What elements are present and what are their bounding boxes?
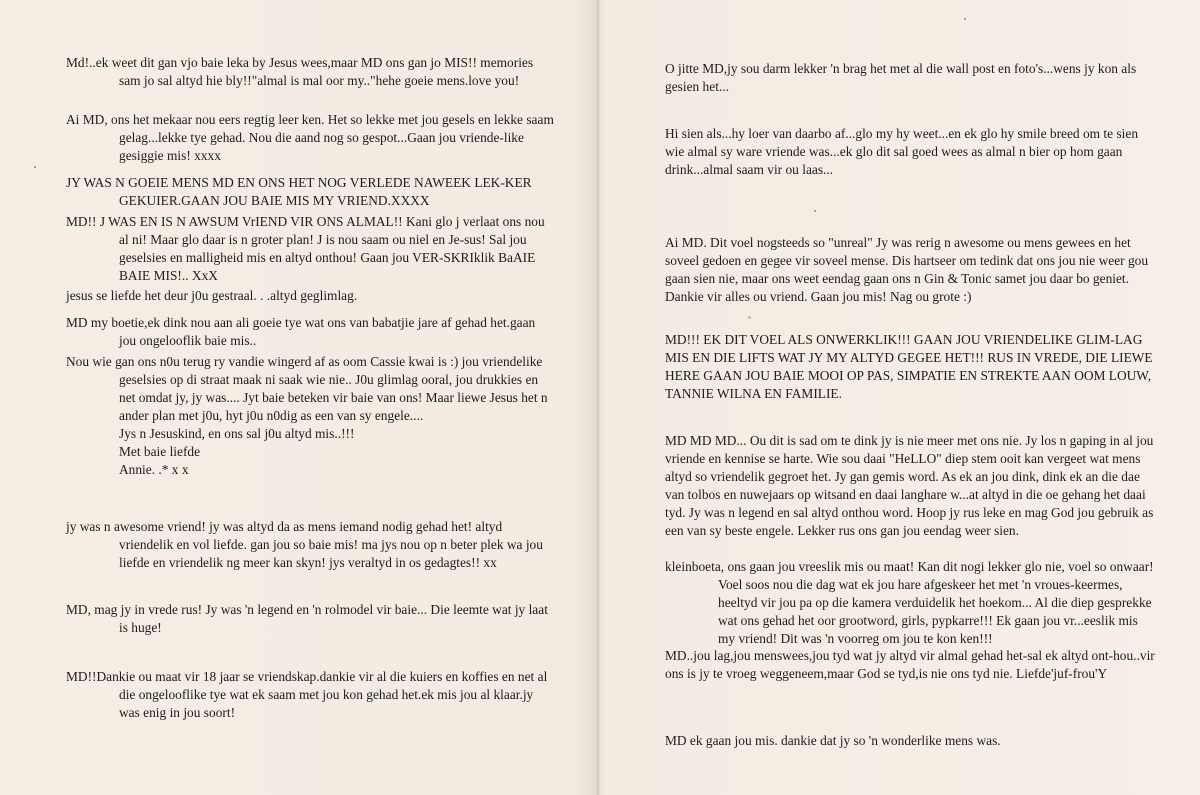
condolence-message: Ai MD. Dit voel nogsteeds so "unreal" Jy was rerig n awesome ou mens gewees en het soveel gedoen en gegee vir soveel mense. Dis hartseer om tedink dat ons jou nie weer gou gaan sien nie, maar ons weet eendag gaan ons n Gin & Tonic samet jou daar bo geniet. Dankie vir alles ou vriend. Gaan jou mis! Nag ou grote :) bbox=[665, 235, 1149, 304]
condolence-message: Md!..ek weet dit gan vjo baie leka by Jesus wees,maar MD ons gan jo MIS!! memories sam jo sal altyd hie bly!!"almal is mal oor my.."hehe goeie mens.love you! bbox=[66, 55, 534, 88]
right-page bbox=[600, 0, 1200, 795]
condolence-message: jesus se liefde het deur j0u gestraal. . .altyd geglimlag. bbox=[66, 288, 358, 303]
condolence-message: Nou wie gan ons n0u terug ry vandie wingerd af as oom Cassie kwai is :) jou vriendelike geselsies op di straat maak ni saak wie nie.. J0u glimlag ooral, jou drukkies en net omdat jy, jy was.... Jyt baie beteken vir baie van ons! Maar liewe Jesus het n ander plan met j0u, hyt j0u n0dig as een van sy engele.... Jys n Jesuskind, en ons sal j0u altyd mis..!!! Met baie liefde Annie. .* x x bbox=[66, 354, 548, 477]
condolence-message: O jitte MD,jy sou darm lekker 'n brag het met al die wall post en foto's...wens jy kon als gesien het... bbox=[665, 61, 1137, 94]
condolence-message: MD my boetie,ek dink nou aan ali goeie tye wat ons van babatjie jare af gehad het.gaan jou ongelooflik baie mis.. bbox=[66, 315, 536, 348]
condolence-message: Ai MD, ons het mekaar nou eers regtig leer ken. Het so lekke met jou gesels en lekke saam gelag...lekke tye gehad. Nou die aand nog so gespot...Gaan jou vriende-like gesiggie mis! xxxx bbox=[66, 112, 554, 163]
condolence-message: MD!!! EK DIT VOEL ALS ONWERKLIK!!! GAAN JOU VRIENDELIKE GLIM-LAG MIS EN DIE LIFTS WAT JY MY ALTYD GEGEE HET!!! RUS IN VREDE, DIE LIEWE HERE GAAN JOU BAIE MOOI OP PAS, SIMPATIE EN STREKTE AAN OOM LOUW, TANNIE WILNA EN FAMILIE. bbox=[665, 332, 1153, 401]
condolence-message: kleinboeta, ons gaan jou vreeslik mis ou maat! Kan dit nogi lekker glo nie, voel so onwaar! Voel soos nou die dag wat ek jou hare afgeskeer het met 'n vroues-keermes, heeltyd vir jou pa op die kamera verduidelik het hoekom... Al die diep gesprekke wat ons gehad het oor grootword, girls, pypkarre!!! Ek gaan jou vr...eeslik mis my vriend! Dit was 'n voorreg om jou te kon ken!!! bbox=[665, 559, 1154, 646]
condolence-message: MD MD MD... Ou dit is sad om te dink jy is nie meer met ons nie. Jy los n gaping in al jou vriende en kennise se harte. Wie sou daai "HeLLO" diep stem ooit kan vergeet wat mens altyd so vriendelik gegroet het. Jy gan gemis word. As ek an jou dink, dink ek an die dae van tolbos en nuwejaars op witsand en daai langhare w...at altyd in die oe gehang het daai tyd. Jy was n legend en sal altyd onthou word. Hoop jy rus leke en mag God jou gebruik as een van sy beste engele. Lekker rus ons gan jou eendag weer sien. bbox=[665, 433, 1154, 538]
condolence-message: Hi sien als...hy loer van daarbo af...glo my hy weet...en ek glo hy smile breed om te sien wie almal sy ware vriende was...ek glo dit sal goed wees as almal n bier op hom gaan drink...almal saam vir ou laas... bbox=[665, 126, 1139, 177]
condolence-message: MD, mag jy in vrede rus! Jy was 'n legend en 'n rolmodel vir baie... Die leemte wat jy laat is huge! bbox=[66, 602, 548, 635]
condolence-message: MD..jou lag,jou menswees,jou tyd wat jy altyd vir almal gehad het-sal ek altyd ont-hou..vir ons is jy te vroeg weggeneem,maar God se tyd,is nie ons tyd nie. Liefde'juf-frou'Y bbox=[665, 648, 1155, 681]
condolence-message: MD!!Dankie ou maat vir 18 jaar se vriendskap.dankie vir al die kuiers en koffies en net al die ongelooflike tye wat ek saam met jou kon gehad het.ek mis jou al klaar.jy was enig in jou soort! bbox=[66, 669, 548, 720]
condolence-message: JY WAS N GOEIE MENS MD EN ONS HET NOG VERLEDE NAWEEK LEK-KER GEKUIER.GAAN JOU BAIE MIS MY VRIEND.XXXX bbox=[66, 175, 532, 208]
paper-speck bbox=[964, 18, 966, 20]
left-page bbox=[0, 0, 596, 795]
condolence-message: MD!! J WAS EN IS N AWSUM VrIEND VIR ONS ALMAL!! Kani glo j verlaat ons nou al ni! Maar glo daar is n groter plan! J is nou saam ou niel en Je-sus! Sal jou geselsies en malligheid mis en altyd onthou! Gaan jou VER-SKRIklik BaAIE BAIE MIS!.. XxX bbox=[66, 214, 545, 283]
paper-speck bbox=[34, 166, 36, 168]
paper-speck bbox=[748, 316, 751, 319]
condolence-message: jy was n awesome vriend! jy was altyd da as mens iemand nodig gehad het! altyd vriendelik en vol liefde. gan jou so baie mis! ma jys nou op n beter plek wa jou liefde en vriendelik ng meer kan skyn! jys veraltyd in os gedagtes!! xx bbox=[66, 519, 543, 570]
paper-speck bbox=[814, 210, 816, 212]
condolence-message: MD ek gaan jou mis. dankie dat jy so 'n wonderlike mens was. bbox=[665, 733, 1001, 748]
